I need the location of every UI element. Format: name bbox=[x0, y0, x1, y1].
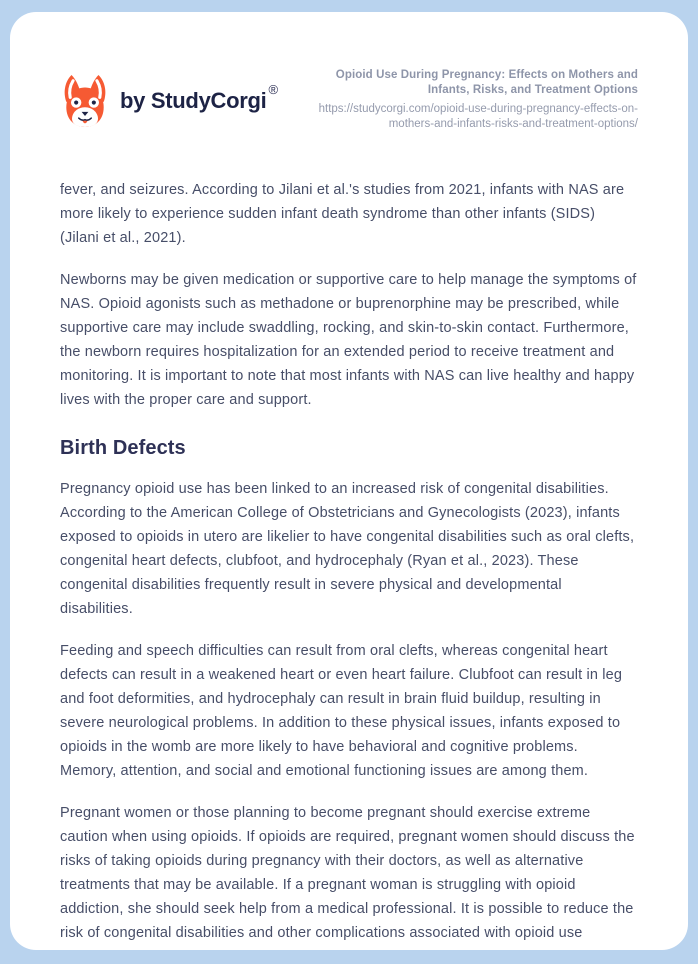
document-title: Opioid Use During Pregnancy: Effects on Mothers and Infants, Risks, and Treatment Options bbox=[335, 69, 638, 96]
paragraph-nas-treatment: Newborns may be given medication or supportive care to help manage the symptoms of NAS. Opioid agonists such as methadone or buprenorphine may be prescribed, while supportive care may include swaddling, rocking, and skin-to-skin contact. Furthermore, the newborn requires hospitalization for an extended period to receive treatment and monitoring. It is important to note that most infants with NAS can live healthy and happy lives with the proper care and support. bbox=[60, 272, 637, 408]
document-card bbox=[10, 12, 688, 950]
studycorgi-logo bbox=[60, 66, 276, 128]
paragraph-defect-consequences: Feeding and speech difficulties can result from oral clefts, whereas congenital heart defects can result in a weakened heart or even heart failure. Clubfoot can result in leg and foot deformities, and hydrocephaly can result in brain fluid buildup, resulting in severe neurological problems. In addition to these physical issues, infants exposed to opioids in the womb are more likely to have behavioral and cognitive problems. Memory, attention, and social and emotional functioning issues are among them. bbox=[60, 643, 623, 779]
paragraph-nas-risks: fever, and seizures. According to Jilani et al.'s studies from 2021, infants with NAS are more likely to experience sudden infant death syndrome than other infants (SIDS) (Jilani et al., 2021). bbox=[60, 182, 625, 246]
registered-trademark: ® bbox=[268, 82, 278, 97]
paragraph-caution-advice: Pregnant women or those planning to become pregnant should exercise extreme caution when using opioids. If opioids are required, pregnant women should discuss the risks of taking opioids during pregnancy with their doctors, as well as alternative treatments that may be available. If a pregnant woman is struggling with opioid addiction, she should seek help from a medical professional. It is possible to reduce the risk of congenital disabilities and other complications associated with opioid use bbox=[60, 805, 635, 941]
section-heading-birth-defects: Birth Defects bbox=[60, 437, 186, 459]
article-body bbox=[60, 178, 638, 945]
document-url[interactable]: https://studycorgi.com/opioid-use-during-pregnancy-effects-on-mothers-and-infants-risks-and-treatment-options/ bbox=[318, 103, 638, 130]
corgi-logo-icon bbox=[60, 74, 110, 128]
document-meta bbox=[303, 66, 638, 132]
document-header bbox=[60, 66, 638, 132]
brand-name: by StudyCorgi ® bbox=[120, 82, 278, 113]
paragraph-congenital-risk: Pregnancy opioid use has been linked to an increased risk of congenital disabilities. According to the American College of Obstetricians and Gynecologists (2023), infants exposed to opioids in utero are likelier to have congenital disabilities such as oral clefts, congenital heart defects, clubfoot, and hydrocephaly (Ryan et al., 2023). These congenital disabilities frequently result in severe physical and developmental disabilities. bbox=[60, 481, 635, 617]
